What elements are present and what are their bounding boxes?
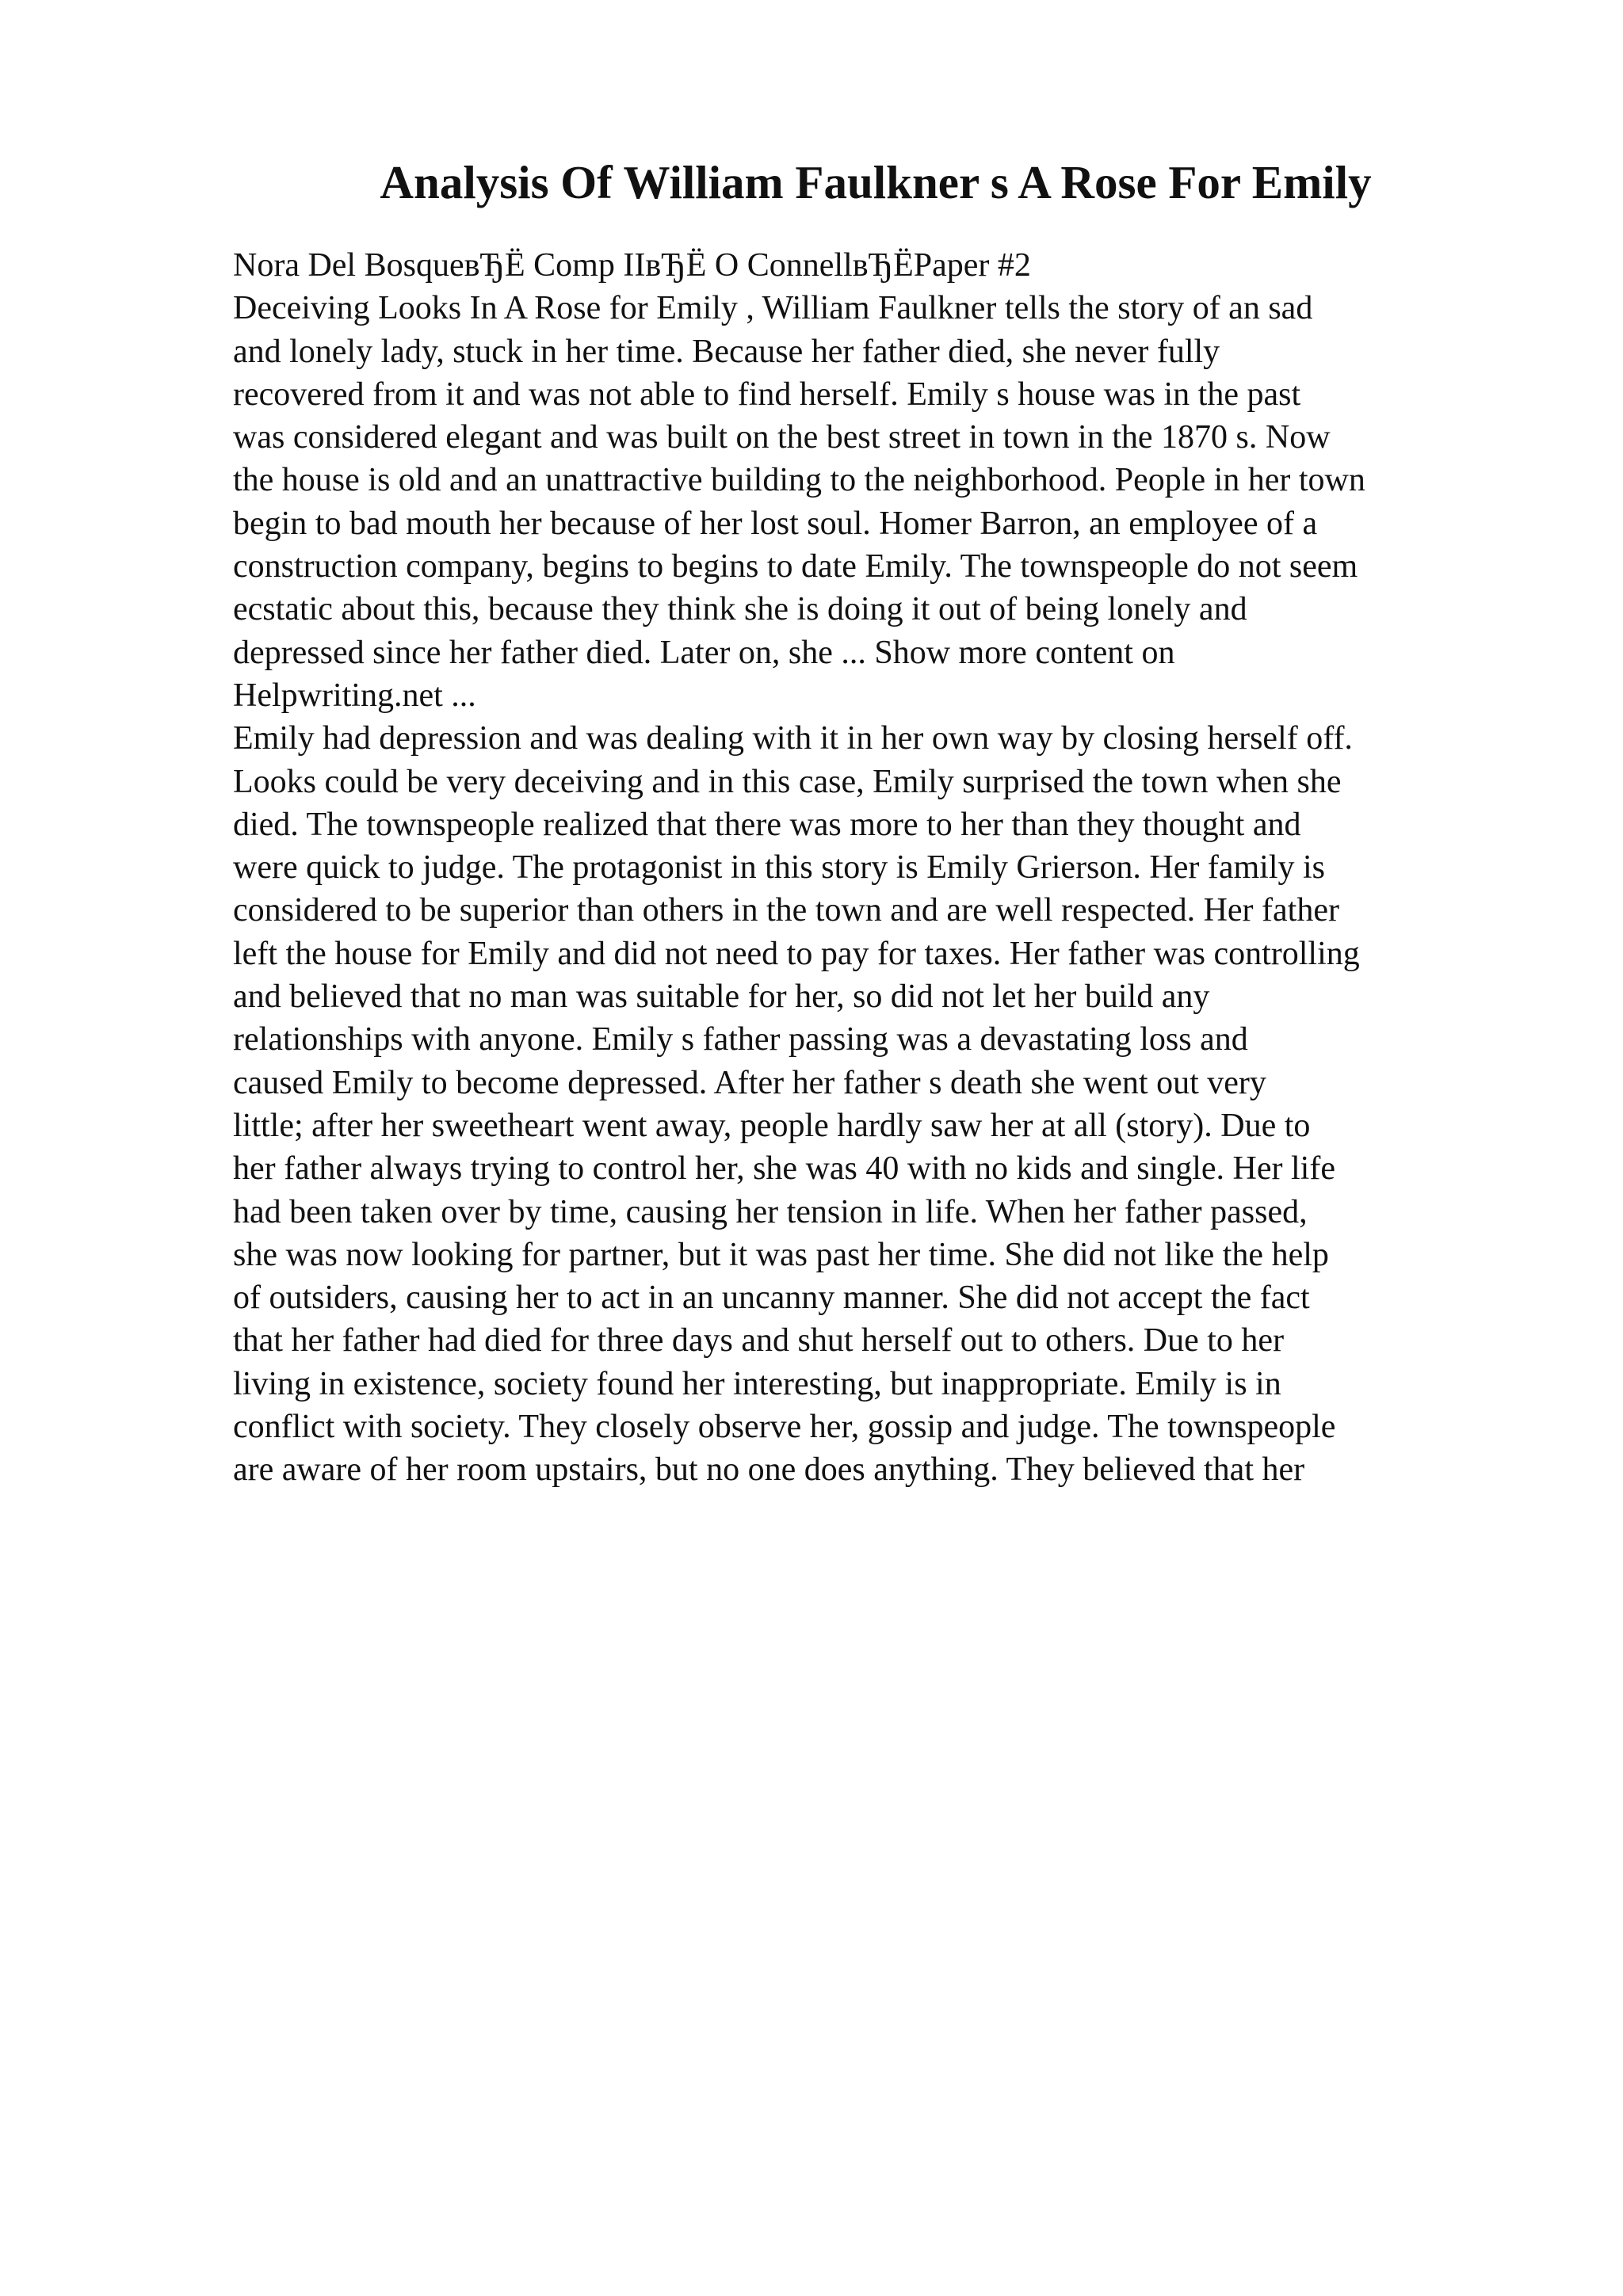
text-line: Deceiving Looks In A Rose for Emily , William Faulkner tells the story of an sad <box>233 290 1313 327</box>
text-line: the house is old and an unattractive building to the neighborhood. People in her town <box>233 462 1365 499</box>
text-line: caused Emily to become depressed. After her father s death she went out very <box>233 1064 1266 1101</box>
text-line: was considered elegant and was built on the best street in town in the 1870 s. Now <box>233 419 1331 456</box>
text-line: relationships with anyone. Emily s father passing was a devastating loss and <box>233 1021 1248 1058</box>
text-line: and believed that no man was suitable for her, so did not let her build any <box>233 978 1210 1016</box>
text-line: are aware of her room upstairs, but no one does anything. They believed that her <box>233 1451 1305 1489</box>
text-line: depressed since her father died. Later on, she ... Show more content on <box>233 634 1175 671</box>
text-line: living in existence, society found her interesting, but inappropriate. Emily is in <box>233 1365 1281 1402</box>
text-line: her father always trying to control her, she was 40 with no kids and single. Her life <box>233 1150 1335 1188</box>
text-line: construction company, begins to begins to date Emily. The townspeople do not seem <box>233 548 1358 585</box>
text-line: were quick to judge. The protagonist in this story is Emily Grierson. Her family is <box>233 849 1326 887</box>
document-body <box>233 244 1533 1492</box>
text-line: of outsiders, causing her to act in an uncanny manner. She did not accept the fact <box>233 1280 1310 1317</box>
text-line: died. The townspeople realized that there was more to her than they thought and <box>233 806 1301 843</box>
text-line: Helpwriting.net ... <box>233 677 476 714</box>
text-line: considered to be superior than others in the town and are well respected. Her father <box>233 892 1339 929</box>
text-line: had been taken over by time, causing her tension in life. When her father passed, <box>233 1193 1308 1230</box>
text-line: little; after her sweetheart went away, people hardly saw her at all (story). Due to <box>233 1107 1311 1144</box>
text-line: that her father had died for three days and shut herself out to others. Due to her <box>233 1322 1285 1360</box>
document-title: Analysis Of William Faulkner s A Rose For Emily <box>380 156 1372 208</box>
text-line: ecstatic about this, because they think she is doing it out of being lonely and <box>233 591 1247 628</box>
text-line: Nora Del BosqueвЂЁ Comp IIвЂЁ O ConnellвЂЁPaper #2 <box>233 247 1031 284</box>
text-line: begin to bad mouth her because of her lost soul. Homer Barron, an employee of a <box>233 505 1318 542</box>
text-line: recovered from it and was not able to find herself. Emily s house was in the past <box>233 376 1301 413</box>
text-line: conflict with society. They closely observe her, gossip and judge. The townspeople <box>233 1409 1336 1446</box>
text-line: Looks could be very deceiving and in this case, Emily surprised the town when she <box>233 763 1342 800</box>
text-line: and lonely lady, stuck in her time. Because her father died, she never fully <box>233 333 1220 370</box>
text-line: left the house for Emily and did not need to pay for taxes. Her father was controlling <box>233 935 1360 972</box>
text-line: she was now looking for partner, but it was past her time. She did not like the help <box>233 1236 1329 1273</box>
text-line: Emily had depression and was dealing with it in her own way by closing herself off. <box>233 720 1353 757</box>
